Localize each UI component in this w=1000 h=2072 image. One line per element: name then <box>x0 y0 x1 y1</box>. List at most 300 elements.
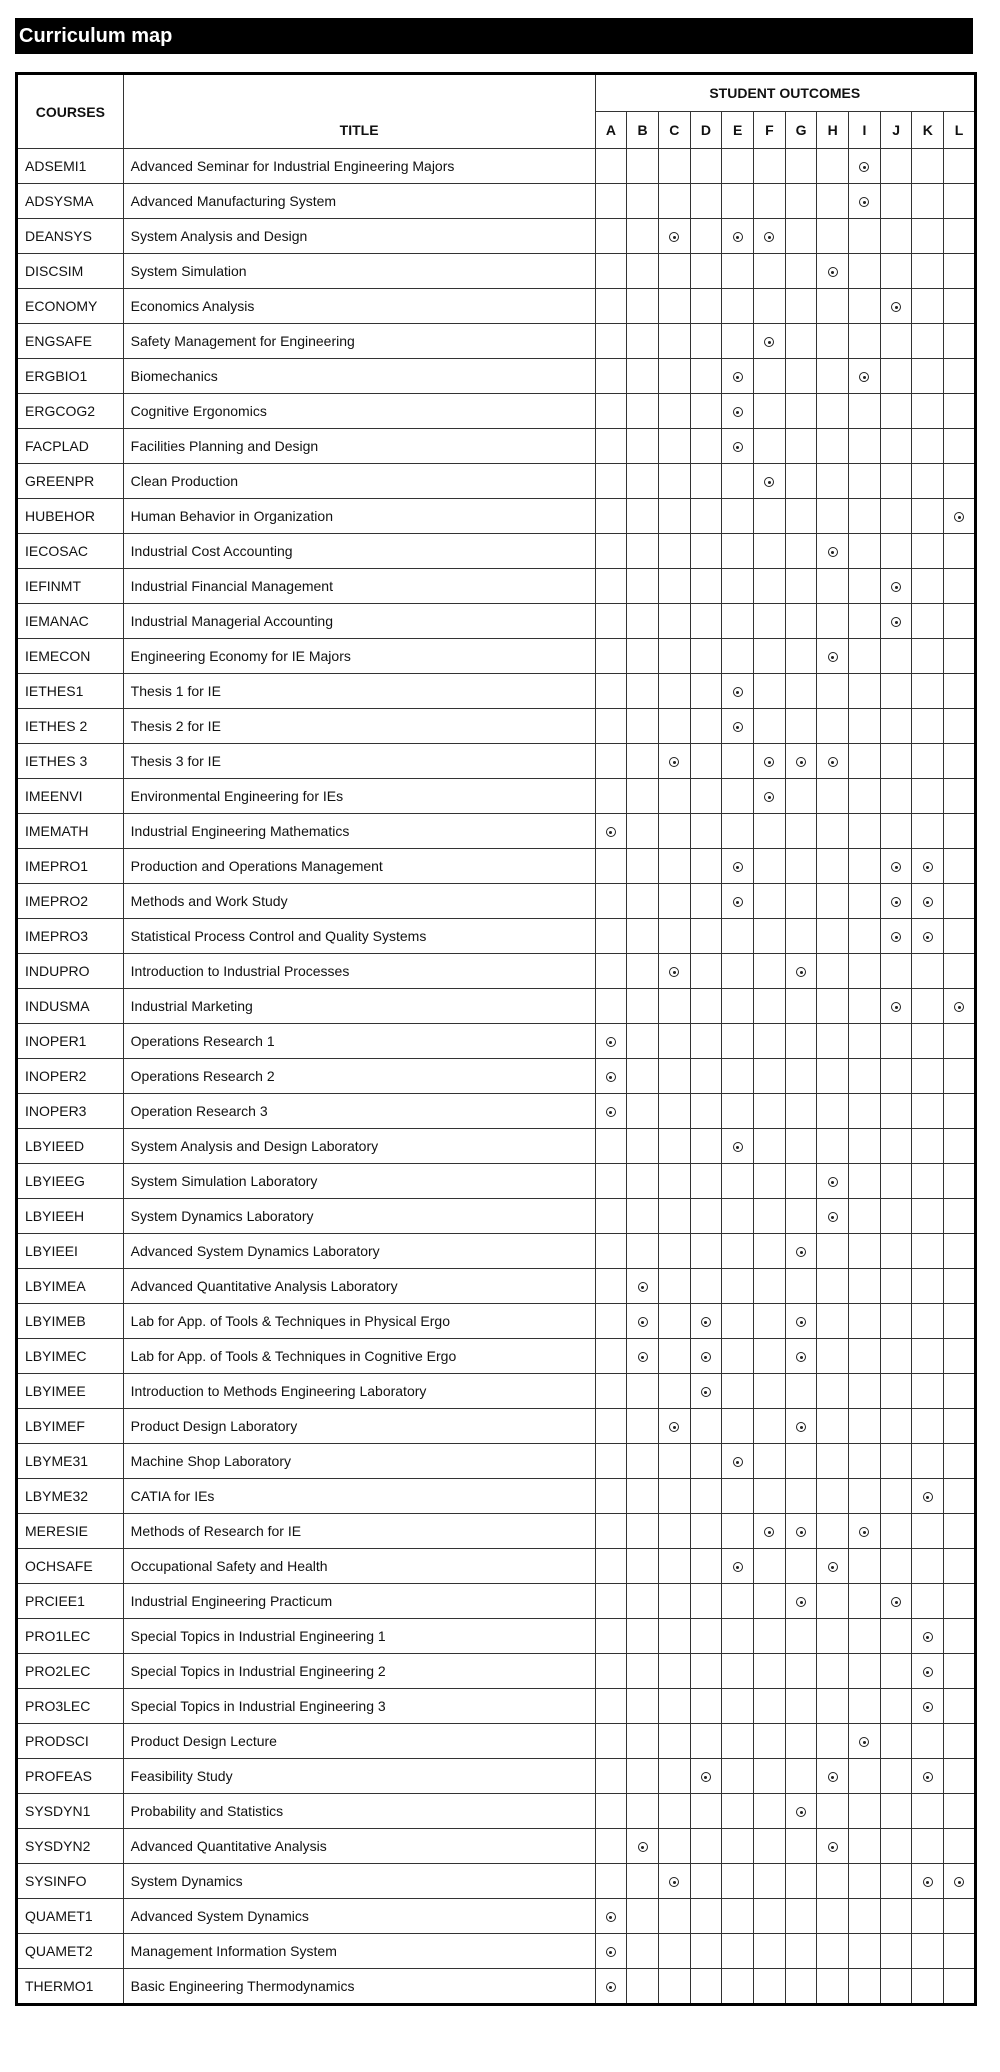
course-code: LBYIEEH <box>17 1199 124 1234</box>
outcome-cell-i <box>849 639 881 674</box>
circle-dot-icon <box>606 1107 616 1117</box>
course-code: LBYIMEB <box>17 1304 124 1339</box>
table-row <box>17 1514 976 1549</box>
outcome-cell-d <box>690 1654 722 1689</box>
outcome-cell-g <box>785 604 817 639</box>
outcome-cell-g <box>785 1864 817 1899</box>
circle-dot-icon <box>828 1212 838 1222</box>
outcome-cell-l <box>944 1444 976 1479</box>
outcome-cell-f <box>754 1514 786 1549</box>
outcome-cell-i <box>849 744 881 779</box>
outcome-cell-g <box>785 1619 817 1654</box>
outcome-cell-j <box>880 1514 912 1549</box>
course-code: LBYIMEA <box>17 1269 124 1304</box>
outcome-cell-j <box>880 1724 912 1759</box>
course-code: PRO1LEC <box>17 1619 124 1654</box>
outcome-cell-g <box>785 1479 817 1514</box>
outcome-cell-j <box>880 1234 912 1269</box>
course-title: Economics Analysis <box>123 289 595 324</box>
outcome-cell-d <box>690 1934 722 1969</box>
outcome-cell-b <box>627 849 659 884</box>
outcome-cell-d <box>690 1269 722 1304</box>
course-title: System Simulation Laboratory <box>123 1164 595 1199</box>
course-title: Environmental Engineering for IEs <box>123 779 595 814</box>
outcome-cell-a <box>595 1024 627 1059</box>
outcome-cell-j <box>880 1444 912 1479</box>
outcome-cell-e <box>722 1059 754 1094</box>
outcome-cell-k <box>912 1444 944 1479</box>
outcome-cell-j <box>880 744 912 779</box>
outcome-cell-c <box>658 674 690 709</box>
circle-dot-icon <box>923 1632 933 1642</box>
outcome-cell-i <box>849 1899 881 1934</box>
course-code: IMEPRO1 <box>17 849 124 884</box>
outcome-cell-k <box>912 324 944 359</box>
table-row <box>17 184 976 219</box>
outcome-cell-c <box>658 744 690 779</box>
outcome-cell-f <box>754 604 786 639</box>
outcome-cell-a <box>595 1934 627 1969</box>
course-code: INDUSMA <box>17 989 124 1024</box>
outcome-cell-g <box>785 1794 817 1829</box>
table-row <box>17 1374 976 1409</box>
outcome-cell-f <box>754 1689 786 1724</box>
outcome-cell-k <box>912 674 944 709</box>
outcome-cell-a <box>595 569 627 604</box>
outcome-cell-a <box>595 1129 627 1164</box>
outcome-cell-b <box>627 1934 659 1969</box>
outcome-cell-d <box>690 919 722 954</box>
outcome-cell-f <box>754 1724 786 1759</box>
outcome-cell-b <box>627 884 659 919</box>
outcome-cell-e <box>722 744 754 779</box>
outcome-cell-d <box>690 1829 722 1864</box>
outcome-cell-j <box>880 1899 912 1934</box>
outcome-cell-b <box>627 1059 659 1094</box>
outcome-cell-i <box>849 1584 881 1619</box>
outcome-cell-e <box>722 604 754 639</box>
outcome-cell-b <box>627 1269 659 1304</box>
outcome-cell-b <box>627 1094 659 1129</box>
outcome-cell-l <box>944 849 976 884</box>
outcome-cell-f <box>754 814 786 849</box>
outcome-cell-d <box>690 184 722 219</box>
circle-dot-icon <box>733 372 743 382</box>
course-code: INOPER3 <box>17 1094 124 1129</box>
circle-dot-icon <box>701 1352 711 1362</box>
outcome-cell-l <box>944 534 976 569</box>
outcome-cell-f <box>754 1339 786 1374</box>
outcome-cell-c <box>658 1129 690 1164</box>
outcome-cell-d <box>690 1864 722 1899</box>
outcome-cell-f <box>754 464 786 499</box>
outcome-cell-c <box>658 569 690 604</box>
outcome-cell-l <box>944 1899 976 1934</box>
outcome-cell-g <box>785 324 817 359</box>
outcome-cell-c <box>658 1899 690 1934</box>
outcome-cell-b <box>627 1549 659 1584</box>
outcome-cell-k <box>912 254 944 289</box>
outcome-cell-c <box>658 884 690 919</box>
outcome-cell-a <box>595 604 627 639</box>
outcome-cell-g <box>785 1024 817 1059</box>
course-code: IMEPRO3 <box>17 919 124 954</box>
outcome-cell-h <box>817 1514 849 1549</box>
outcome-cell-i <box>849 1514 881 1549</box>
circle-dot-icon <box>923 897 933 907</box>
outcome-cell-f <box>754 1374 786 1409</box>
outcome-cell-f <box>754 674 786 709</box>
table-row <box>17 569 976 604</box>
outcome-cell-f <box>754 149 786 184</box>
circle-dot-icon <box>891 302 901 312</box>
course-title: Operations Research 1 <box>123 1024 595 1059</box>
outcome-cell-i <box>849 1024 881 1059</box>
outcome-cell-b <box>627 429 659 464</box>
outcome-cell-e <box>722 1584 754 1619</box>
outcome-cell-d <box>690 464 722 499</box>
course-title: Lab for App. of Tools & Techniques in Cognitive Ergo <box>123 1339 595 1374</box>
outcome-cell-l <box>944 1724 976 1759</box>
outcome-cell-c <box>658 254 690 289</box>
circle-dot-icon <box>733 687 743 697</box>
outcome-cell-c <box>658 1584 690 1619</box>
outcome-cell-k <box>912 534 944 569</box>
outcome-cell-c <box>658 1619 690 1654</box>
course-title: System Analysis and Design Laboratory <box>123 1129 595 1164</box>
outcome-cell-c <box>658 359 690 394</box>
course-title: Engineering Economy for IE Majors <box>123 639 595 674</box>
outcome-cell-d <box>690 1304 722 1339</box>
circle-dot-icon <box>796 1247 806 1257</box>
outcome-cell-b <box>627 1584 659 1619</box>
outcome-cell-a <box>595 1864 627 1899</box>
circle-dot-icon <box>828 547 838 557</box>
outcome-cell-l <box>944 1549 976 1584</box>
outcome-cell-j <box>880 1339 912 1374</box>
outcome-cell-e <box>722 499 754 534</box>
table-row <box>17 289 976 324</box>
outcome-cell-c <box>658 1024 690 1059</box>
outcome-cell-h <box>817 1899 849 1934</box>
outcome-cell-b <box>627 1619 659 1654</box>
outcome-cell-b <box>627 639 659 674</box>
outcome-cell-g <box>785 1269 817 1304</box>
outcome-cell-j <box>880 324 912 359</box>
outcome-cell-k <box>912 1304 944 1339</box>
outcome-cell-d <box>690 744 722 779</box>
outcome-cell-d <box>690 1759 722 1794</box>
outcome-cell-h <box>817 394 849 429</box>
outcome-cell-l <box>944 1689 976 1724</box>
outcome-cell-g <box>785 639 817 674</box>
circle-dot-icon <box>828 1842 838 1852</box>
outcome-cell-c <box>658 1339 690 1374</box>
outcome-cell-k <box>912 1794 944 1829</box>
outcome-cell-l <box>944 1059 976 1094</box>
table-row <box>17 1759 976 1794</box>
outcome-cell-k <box>912 394 944 429</box>
outcome-cell-k <box>912 1024 944 1059</box>
outcome-cell-b <box>627 359 659 394</box>
outcome-cell-g <box>785 1514 817 1549</box>
outcome-cell-l <box>944 1374 976 1409</box>
outcome-cell-l <box>944 604 976 639</box>
circle-dot-icon <box>733 407 743 417</box>
circle-dot-icon <box>796 1597 806 1607</box>
outcome-cell-c <box>658 1759 690 1794</box>
outcome-cell-h <box>817 674 849 709</box>
outcome-cell-j <box>880 254 912 289</box>
outcome-cell-b <box>627 394 659 429</box>
outcome-cell-c <box>658 1304 690 1339</box>
outcome-cell-b <box>627 1409 659 1444</box>
outcome-cell-h <box>817 989 849 1024</box>
circle-dot-icon <box>733 1457 743 1467</box>
outcome-cell-i <box>849 919 881 954</box>
outcome-cell-j <box>880 1759 912 1794</box>
outcome-cell-b <box>627 954 659 989</box>
outcome-cell-g <box>785 1899 817 1934</box>
outcome-cell-a <box>595 534 627 569</box>
circle-dot-icon <box>859 1737 869 1747</box>
outcome-cell-f <box>754 954 786 989</box>
outcome-cell-l <box>944 1864 976 1899</box>
outcome-cell-l <box>944 1794 976 1829</box>
curriculum-map-table <box>15 72 977 2006</box>
circle-dot-icon <box>669 757 679 767</box>
outcome-cell-c <box>658 709 690 744</box>
outcome-cell-k <box>912 1864 944 1899</box>
student-outcomes-header: STUDENT OUTCOMES <box>595 74 975 112</box>
outcome-cell-f <box>754 219 786 254</box>
outcome-cell-f <box>754 1549 786 1584</box>
table-row <box>17 1654 976 1689</box>
table-row <box>17 1934 976 1969</box>
outcome-cell-j <box>880 884 912 919</box>
course-title: Methods and Work Study <box>123 884 595 919</box>
outcome-cell-f <box>754 429 786 464</box>
outcome-cell-l <box>944 814 976 849</box>
outcome-cell-g <box>785 954 817 989</box>
outcome-cell-g <box>785 1829 817 1864</box>
outcome-cell-h <box>817 1444 849 1479</box>
circle-dot-icon <box>954 1877 964 1887</box>
table-row <box>17 1444 976 1479</box>
outcome-cell-j <box>880 1479 912 1514</box>
table-row <box>17 1409 976 1444</box>
circle-dot-icon <box>733 232 743 242</box>
table-row <box>17 1094 976 1129</box>
outcome-cell-i <box>849 989 881 1024</box>
outcome-cell-g <box>785 394 817 429</box>
circle-dot-icon <box>828 652 838 662</box>
outcome-cell-f <box>754 289 786 324</box>
outcome-cell-c <box>658 1794 690 1829</box>
course-title: Methods of Research for IE <box>123 1514 595 1549</box>
outcome-cell-e <box>722 1094 754 1129</box>
outcome-cell-f <box>754 989 786 1024</box>
outcome-cell-a <box>595 1164 627 1199</box>
circle-dot-icon <box>701 1772 711 1782</box>
outcome-cell-g <box>785 184 817 219</box>
outcome-cell-i <box>849 709 881 744</box>
outcome-cell-b <box>627 1969 659 2005</box>
outcome-cell-g <box>785 359 817 394</box>
outcome-cell-b <box>627 1024 659 1059</box>
outcome-cell-k <box>912 1899 944 1934</box>
outcome-cell-j <box>880 1199 912 1234</box>
outcome-cell-e <box>722 1304 754 1339</box>
outcome-cell-f <box>754 1759 786 1794</box>
course-title: Advanced Quantitative Analysis <box>123 1829 595 1864</box>
course-title: Industrial Engineering Practicum <box>123 1584 595 1619</box>
circle-dot-icon <box>796 1352 806 1362</box>
outcome-cell-g <box>785 149 817 184</box>
outcome-cell-l <box>944 1269 976 1304</box>
table-row <box>17 849 976 884</box>
outcome-cell-i <box>849 674 881 709</box>
outcome-cell-i <box>849 1689 881 1724</box>
outcome-cell-g <box>785 1654 817 1689</box>
outcome-cell-k <box>912 359 944 394</box>
outcome-cell-h <box>817 184 849 219</box>
outcome-cell-e <box>722 1759 754 1794</box>
outcome-cell-h <box>817 1584 849 1619</box>
outcome-cell-g <box>785 744 817 779</box>
course-code: LBYIEEI <box>17 1234 124 1269</box>
outcome-cell-b <box>627 674 659 709</box>
outcome-cell-e <box>722 1479 754 1514</box>
outcome-cell-d <box>690 1514 722 1549</box>
outcome-cell-c <box>658 1514 690 1549</box>
outcome-cell-e <box>722 359 754 394</box>
circle-dot-icon <box>828 757 838 767</box>
outcome-cell-j <box>880 1094 912 1129</box>
outcome-cell-l <box>944 499 976 534</box>
outcome-cell-b <box>627 1339 659 1374</box>
outcome-cell-g <box>785 464 817 499</box>
outcome-cell-a <box>595 1549 627 1584</box>
table-row <box>17 814 976 849</box>
outcome-cell-k <box>912 1724 944 1759</box>
outcome-cell-j <box>880 1619 912 1654</box>
outcome-cell-c <box>658 1689 690 1724</box>
outcome-cell-j <box>880 779 912 814</box>
outcome-cell-l <box>944 709 976 744</box>
outcome-cell-f <box>754 1409 786 1444</box>
outcome-cell-c <box>658 1164 690 1199</box>
course-code: LBYIEEG <box>17 1164 124 1199</box>
outcome-cell-d <box>690 1094 722 1129</box>
outcome-cell-d <box>690 569 722 604</box>
outcome-cell-g <box>785 919 817 954</box>
outcome-cell-j <box>880 989 912 1024</box>
table-row <box>17 254 976 289</box>
outcome-cell-d <box>690 814 722 849</box>
outcome-cell-d <box>690 674 722 709</box>
outcome-cell-e <box>722 1409 754 1444</box>
outcome-cell-h <box>817 1059 849 1094</box>
outcome-cell-d <box>690 1339 722 1374</box>
outcome-header-l: L <box>944 112 976 149</box>
outcome-cell-e <box>722 849 754 884</box>
outcome-cell-f <box>754 254 786 289</box>
outcome-cell-f <box>754 1654 786 1689</box>
course-title: Facilities Planning and Design <box>123 429 595 464</box>
outcome-cell-k <box>912 989 944 1024</box>
outcome-cell-k <box>912 1584 944 1619</box>
outcome-cell-f <box>754 534 786 569</box>
circle-dot-icon <box>733 862 743 872</box>
outcome-cell-e <box>722 639 754 674</box>
outcome-cell-k <box>912 1059 944 1094</box>
outcome-cell-j <box>880 919 912 954</box>
outcome-cell-c <box>658 604 690 639</box>
circle-dot-icon <box>733 1142 743 1152</box>
outcome-cell-j <box>880 639 912 674</box>
outcome-cell-g <box>785 779 817 814</box>
outcome-cell-i <box>849 464 881 499</box>
outcome-cell-l <box>944 289 976 324</box>
table-row <box>17 989 976 1024</box>
course-title: Production and Operations Management <box>123 849 595 884</box>
outcome-cell-j <box>880 1129 912 1164</box>
circle-dot-icon <box>891 1002 901 1012</box>
course-title: Statistical Process Control and Quality Systems <box>123 919 595 954</box>
course-title: Introduction to Methods Engineering Laboratory <box>123 1374 595 1409</box>
circle-dot-icon <box>796 1422 806 1432</box>
outcome-cell-i <box>849 1724 881 1759</box>
course-title: CATIA for IEs <box>123 1479 595 1514</box>
outcome-cell-d <box>690 884 722 919</box>
outcome-cell-j <box>880 464 912 499</box>
outcome-cell-j <box>880 1409 912 1444</box>
table-row <box>17 1199 976 1234</box>
outcome-cell-h <box>817 709 849 744</box>
outcome-cell-j <box>880 534 912 569</box>
course-title: Industrial Financial Management <box>123 569 595 604</box>
outcome-cell-d <box>690 1479 722 1514</box>
circle-dot-icon <box>859 372 869 382</box>
outcome-cell-f <box>754 1199 786 1234</box>
outcome-cell-j <box>880 814 912 849</box>
outcome-cell-c <box>658 499 690 534</box>
circle-dot-icon <box>733 897 743 907</box>
outcome-cell-a <box>595 1339 627 1374</box>
outcome-cell-c <box>658 814 690 849</box>
outcome-cell-e <box>722 289 754 324</box>
outcome-cell-b <box>627 779 659 814</box>
outcome-cell-h <box>817 1934 849 1969</box>
circle-dot-icon <box>606 1982 616 1992</box>
outcome-cell-b <box>627 814 659 849</box>
outcome-cell-k <box>912 709 944 744</box>
outcome-cell-h <box>817 849 849 884</box>
outcome-cell-k <box>912 1549 944 1584</box>
outcome-cell-l <box>944 1129 976 1164</box>
table-row <box>17 1304 976 1339</box>
outcome-cell-c <box>658 464 690 499</box>
outcome-cell-e <box>722 1864 754 1899</box>
outcome-cell-h <box>817 1374 849 1409</box>
outcome-cell-a <box>595 1479 627 1514</box>
course-code: FACPLAD <box>17 429 124 464</box>
outcome-cell-g <box>785 1129 817 1164</box>
outcome-cell-e <box>722 1444 754 1479</box>
circle-dot-icon <box>733 442 743 452</box>
circle-dot-icon <box>638 1282 648 1292</box>
